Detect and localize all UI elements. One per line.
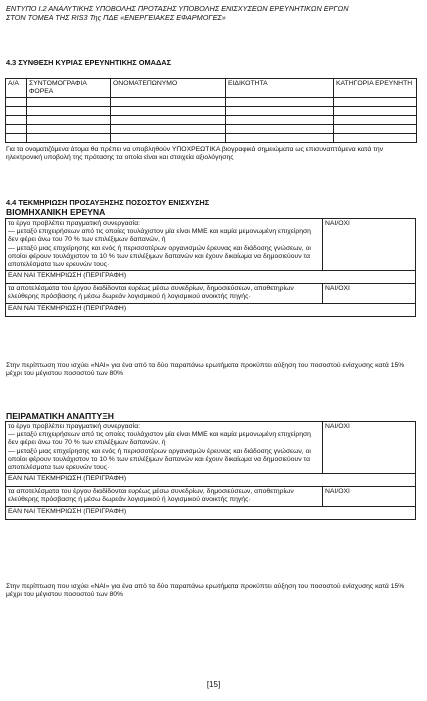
industrial-research-table [5,218,416,317]
justification-row [6,303,416,316]
table-row [6,116,417,125]
question-row-dissemination [6,487,416,506]
research-team-table [5,78,417,143]
experimental-development-heading: ΠΕΙΡΑΜΑΤΙΚΗ ΑΝΑΠΤΥΞΗ [6,411,114,421]
table-row [6,98,417,107]
section-title-team: 4.3 ΣΥΝΘΕΣΗ ΚΥΡΙΑΣ ΕΡΕΥΝΗΤΙΚΗΣ ΟΜΑΔΑΣ [6,58,172,67]
justification-row [6,271,416,284]
yes-no-field[interactable]: ΝΑΙ/ΟΧΙ [323,219,416,271]
yes-no-field[interactable]: ΝΑΙ/ΟΧΙ [323,487,416,506]
increase-note: Στην περίπτωση που ισχύει «ΝΑΙ» για ένα από τα δύο παραπάνω ερωτήματα προκύπτει αύξηση του ποσοστού ενίσχυσης κατά 15% μέχρι του μέγιστου ποσοστού των 80% [6,583,405,598]
experimental-development-table [5,421,416,520]
question-collaboration: το έργο προβλέπει πραγματική συνεργασία: — μεταξύ επιχειρήσεων από τις οποίες τουλάχιστον μία είναι ΜΜΕ και καμία μεμονωμένη επιχείρηση δεν φέρει άνω του 70 % των επιλέξιμων δαπανών, ή — μεταξύ μιας επιχείρησης και ενός ή περισσοτέρων οργανισμών έρευνας και διάδοσης γνώσεων, οι οποίοι φέρουν τουλάχιστον το 10 % των επιλέξιμων δαπανών και έχουν δικαίωμα να δημοσιεύουν τα αποτελέσματα των ερευνών τους· [6,219,323,271]
yes-no-field[interactable]: ΝΑΙ/ΟΧΙ [323,284,416,303]
question-row-collaboration [6,219,416,271]
col-header-agency: ΣΥΝΤΟΜΟΓΡΑΦΙΑ ΦΟΡΕΑ [27,79,111,98]
yes-no-field[interactable]: ΝΑΙ/ΟΧΙ [323,422,416,474]
question-dissemination: τα αποτελέσματα του έργου διαδίδονται ευρέως μέσω συνεδρίων, δημοσιεύσεων, αποθετηρίων ελεύθερης πρόσβασης ή μέσω δωρεάν λογισμικού ή λογισμικού ανοικτής πηγής· [6,487,323,506]
table-row [6,125,417,134]
increase-note: Στην περίπτωση που ισχύει «ΝΑΙ» για ένα από τα δύο παραπάνω ερωτήματα προκύπτει αύξηση του ποσοστού ενίσχυσης κατά 15% μέχρι του μέγιστου ποσοστού των 80% [6,362,405,377]
justification-field[interactable]: ΕΑΝ ΝΑΙ ΤΕΚΜΗΡΙΩΣΗ (ΠΕΡΙΓΡΑΦΗ) [6,271,416,284]
industrial-research-heading: ΒΙΟΜΗΧΑΝΙΚΗ ΕΡΕΥΝΑ [6,207,106,217]
header-line-2: ΣΤΟΝ ΤΟΜΕΑ ΤΗΣ RIS3 Της ΠΔΕ «ΕΝΕΡΓΕΙΑΚΕΣ ΕΦΑΡΜΟΓΕΣ» [6,13,226,22]
question-row-collaboration [6,422,416,474]
col-header-specialty: ΕΙΔΙΚΟΤΗΤΑ [226,79,334,98]
page-number: [15] [206,680,221,689]
justification-row [6,474,416,487]
question-row-dissemination [6,284,416,303]
col-header-name: ΟΝΟΜΑΤΕΠΩΝΥΜΟ [111,79,226,98]
table-row [6,107,417,116]
table-header-row [6,79,417,98]
justification-row [6,506,416,519]
section-title-justification: 4.4 ΤΕΚΜΗΡΙΩΣΗ ΠΡΟΣΑΥΞΗΣΗΣ ΠΟΣΟΣΤΟΥ ΕΝΙΣΧΥΣΗΣ [6,198,210,207]
justification-field[interactable]: ΕΑΝ ΝΑΙ ΤΕΚΜΗΡΙΩΣΗ (ΠΕΡΙΓΡΑΦΗ) [6,506,416,519]
col-header-aa: Α/Α [6,79,27,98]
header-line-1: ΕΝΤΥΠΟ Ι.2 ΑΝΑΛΥΤΙΚΗΣ ΥΠΟΒΟΛΗΣ ΠΡΟΤΑΣΗΣ ΥΠΟΒΟΛΗΣ ΕΝΙΣΧΥΣΕΩΝ ΕΡΕΥΝΗΤΙΚΩΝ ΕΡΓΩΝ [6,4,349,13]
justification-field[interactable]: ΕΑΝ ΝΑΙ ΤΕΚΜΗΡΙΩΣΗ (ΠΕΡΙΓΡΑΦΗ) [6,474,416,487]
cv-note: Για τα ονοματιζόμενα άτομα θα πρέπει να υποβληθούν ΥΠΟΧΡΕΩΤΙΚΑ βιογραφικά σημειώματα ως επισυναπτόμενα κατά την ηλεκτρονική υποβολή της πρότασης τα οποία είναι και στοιχεία αξιολόγησης [6,146,384,161]
form-header [6,4,416,22]
justification-field[interactable]: ΕΑΝ ΝΑΙ ΤΕΚΜΗΡΙΩΣΗ (ΠΕΡΙΓΡΑΦΗ) [6,303,416,316]
question-dissemination: τα αποτελέσματα του έργου διαδίδονται ευρέως μέσω συνεδρίων, δημοσιεύσεων, αποθετηρίων ελεύθερης πρόσβασης ή μέσω δωρεάν λογισμικού ή λογισμικού ανοικτής πηγής· [6,284,323,303]
table-row [6,134,417,143]
question-collaboration: το έργο προβλέπει πραγματική συνεργασία: — μεταξύ επιχειρήσεων από τις οποίες τουλάχιστον μία είναι ΜΜΕ και καμία μεμονωμένη επιχείρηση δεν φέρει άνω του 70 % των επιλέξιμων δαπανών, ή — μεταξύ μιας επιχείρησης και ενός ή περισσοτέρων οργανισμών έρευνας και διάδοσης γνώσεων, οι οποίοι φέρουν τουλάχιστον το 10 % των επιλέξιμων δαπανών και έχουν δικαίωμα να δημοσιεύουν τα αποτελέσματα των ερευνών τους· [6,422,323,474]
col-header-category: ΚΑΤΗΓΟΡΙΑ ΕΡΕΥΝΗΤΗ [334,79,417,98]
